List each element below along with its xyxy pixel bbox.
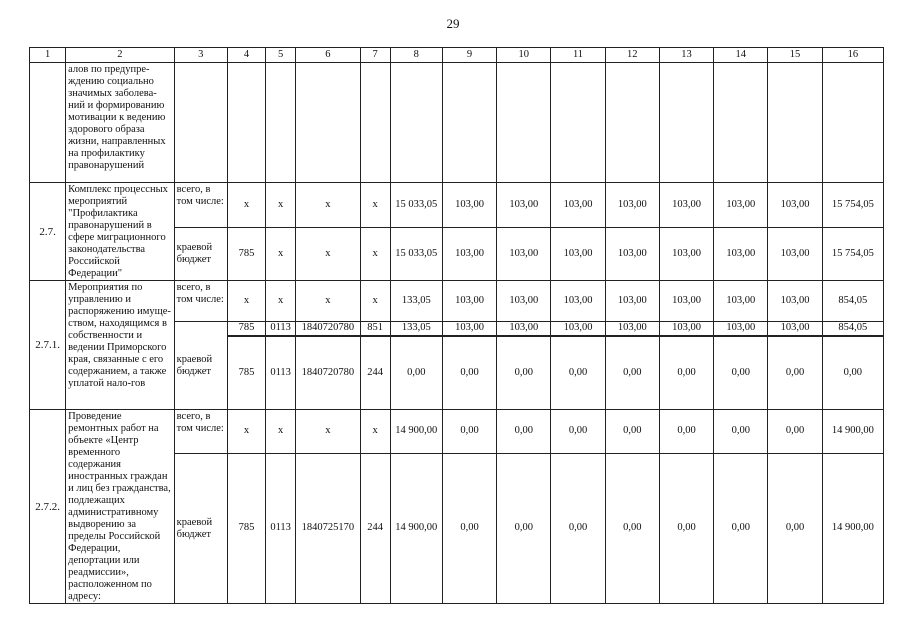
col-header: 15 — [768, 48, 822, 63]
cell: 103,00 — [714, 227, 768, 280]
cell: 0,00 — [768, 453, 822, 603]
cell: 0,00 — [714, 453, 768, 603]
col-header: 7 — [360, 48, 390, 63]
cell: 0,00 — [605, 453, 659, 603]
cell: х — [266, 410, 296, 454]
cell: 0,00 — [659, 453, 713, 603]
cell: 103,00 — [551, 227, 605, 280]
col-header: 6 — [296, 48, 360, 63]
cell: 14 900,00 — [822, 453, 883, 603]
item-number: 2.7.1. — [30, 281, 66, 410]
cell: 14 900,00 — [822, 410, 883, 454]
cell: 0113 — [266, 453, 296, 603]
header-row — [30, 48, 884, 63]
cell: 0,00 — [768, 336, 822, 410]
cell: 14 900,00 — [390, 453, 442, 603]
item-number: 2.7. — [30, 183, 66, 281]
cell: 0,00 — [605, 336, 659, 410]
cell: х — [227, 183, 265, 228]
cell: 103,00 — [551, 281, 605, 322]
cell: 103,00 — [442, 183, 496, 228]
cell: 1840720780 — [296, 322, 360, 336]
cell: 103,00 — [768, 322, 822, 336]
cell: 0,00 — [714, 410, 768, 454]
cell: 0,00 — [659, 410, 713, 454]
col-header: 11 — [551, 48, 605, 63]
cell: 0113 — [266, 336, 296, 410]
cell: 244 — [360, 453, 390, 603]
cell: х — [296, 227, 360, 280]
cell: 15 754,05 — [822, 183, 883, 228]
cell: 15 033,05 — [390, 183, 442, 228]
page-number: 29 — [446, 16, 460, 31]
cell: 103,00 — [551, 183, 605, 228]
cell: 103,00 — [497, 183, 551, 228]
cell: х — [266, 281, 296, 322]
cell: 103,00 — [605, 227, 659, 280]
cell: х — [296, 183, 360, 228]
col-header: 1 — [30, 48, 66, 63]
cell: 103,00 — [605, 322, 659, 336]
cell: 785 — [227, 227, 265, 280]
budget-table — [29, 47, 884, 604]
cell: х — [266, 227, 296, 280]
cell: 0,00 — [768, 410, 822, 454]
cell: 103,00 — [714, 183, 768, 228]
cell: 15 033,05 — [390, 227, 442, 280]
cell: 785 — [227, 322, 265, 336]
table-row — [30, 63, 884, 183]
cell: 103,00 — [659, 322, 713, 336]
cell: 0,00 — [551, 453, 605, 603]
cell: 1840725170 — [296, 453, 360, 603]
cell: 103,00 — [497, 322, 551, 336]
cell: 0,00 — [497, 336, 551, 410]
cell: 244 — [360, 336, 390, 410]
cell: 0,00 — [714, 336, 768, 410]
funding-source: всего, в том числе: — [174, 410, 227, 454]
cell: 103,00 — [551, 322, 605, 336]
cell: х — [296, 410, 360, 454]
cell: 103,00 — [714, 322, 768, 336]
cell: 0113 — [266, 322, 296, 336]
cell: 0,00 — [659, 336, 713, 410]
funding-source: краевой бюджет — [174, 322, 227, 410]
cell: 103,00 — [605, 281, 659, 322]
col-header: 16 — [822, 48, 883, 63]
col-header: 9 — [442, 48, 496, 63]
cell: 103,00 — [714, 281, 768, 322]
col-header: 5 — [266, 48, 296, 63]
cell: 103,00 — [659, 281, 713, 322]
cell: 103,00 — [768, 227, 822, 280]
cell: 103,00 — [442, 227, 496, 280]
cell: 103,00 — [442, 322, 496, 336]
cell: 103,00 — [605, 183, 659, 228]
table-row — [30, 183, 884, 228]
cell: х — [360, 183, 390, 228]
cell: 854,05 — [822, 281, 883, 322]
measure-name: Комплекс процессных мероприятий "Профилактика правонарушений в сфере миграционного законодательства Российской Федерации" — [66, 183, 175, 281]
cell: 103,00 — [497, 227, 551, 280]
cell: 0,00 — [442, 336, 496, 410]
cell: х — [227, 281, 265, 322]
table-row — [30, 281, 884, 322]
cell: 854,05 — [822, 322, 883, 336]
cell: 0,00 — [605, 410, 659, 454]
cell: 103,00 — [442, 281, 496, 322]
cell: х — [360, 227, 390, 280]
cell: 103,00 — [659, 227, 713, 280]
cell: 103,00 — [497, 281, 551, 322]
cell: 0,00 — [822, 336, 883, 410]
table-row — [30, 410, 884, 454]
cell: 15 754,05 — [822, 227, 883, 280]
cell: 103,00 — [659, 183, 713, 228]
cell: 785 — [227, 336, 265, 410]
measure-name: Мероприятия по управлению и распоряжению имуще-ством, находящимся в собственности и ведении Приморского края, связанные с его содержанием, а также уплатой нало-гов — [66, 281, 175, 410]
cell: 1840720780 — [296, 336, 360, 410]
cell: 14 900,00 — [390, 410, 442, 454]
cell: 0,00 — [390, 336, 442, 410]
cell: 0,00 — [551, 410, 605, 454]
col-header: 3 — [174, 48, 227, 63]
col-header: 12 — [605, 48, 659, 63]
col-header: 8 — [390, 48, 442, 63]
cell: х — [360, 410, 390, 454]
col-header: 2 — [66, 48, 175, 63]
cell: х — [227, 410, 265, 454]
item-number: 2.7.2. — [30, 410, 66, 604]
funding-source: краевой бюджет — [174, 453, 227, 603]
funding-source: краевой бюджет — [174, 227, 227, 280]
col-header: 4 — [227, 48, 265, 63]
cell: 103,00 — [768, 281, 822, 322]
measure-name: Проведение ремонтных работ на объекте «Центр временного содержания иностранных граждан и лиц без гражданства, подлежащих административному выдворению за пределы Российской Федерации, депортации или реадмиссии», расположенном по адресу: — [66, 410, 175, 604]
measure-name: алов по предупре-ждению социально значимых заболева-ний и формированию мотивации к ведению здорового образа жизни, направленных на профилактику правонарушений — [66, 63, 175, 183]
funding-source: всего, в том числе: — [174, 183, 227, 228]
cell: 133,05 — [390, 281, 442, 322]
col-header: 13 — [659, 48, 713, 63]
cell: х — [360, 281, 390, 322]
col-header: 10 — [497, 48, 551, 63]
cell: 0,00 — [551, 336, 605, 410]
cell: 0,00 — [442, 410, 496, 454]
cell: 133,05 — [390, 322, 442, 336]
cell: х — [266, 183, 296, 228]
cell: 103,00 — [768, 183, 822, 228]
cell: 785 — [227, 453, 265, 603]
cell: 851 — [360, 322, 390, 336]
funding-source: всего, в том числе: — [174, 281, 227, 322]
col-header: 14 — [714, 48, 768, 63]
cell: 0,00 — [497, 410, 551, 454]
cell: 0,00 — [497, 453, 551, 603]
cell: 0,00 — [442, 453, 496, 603]
cell: х — [296, 281, 360, 322]
